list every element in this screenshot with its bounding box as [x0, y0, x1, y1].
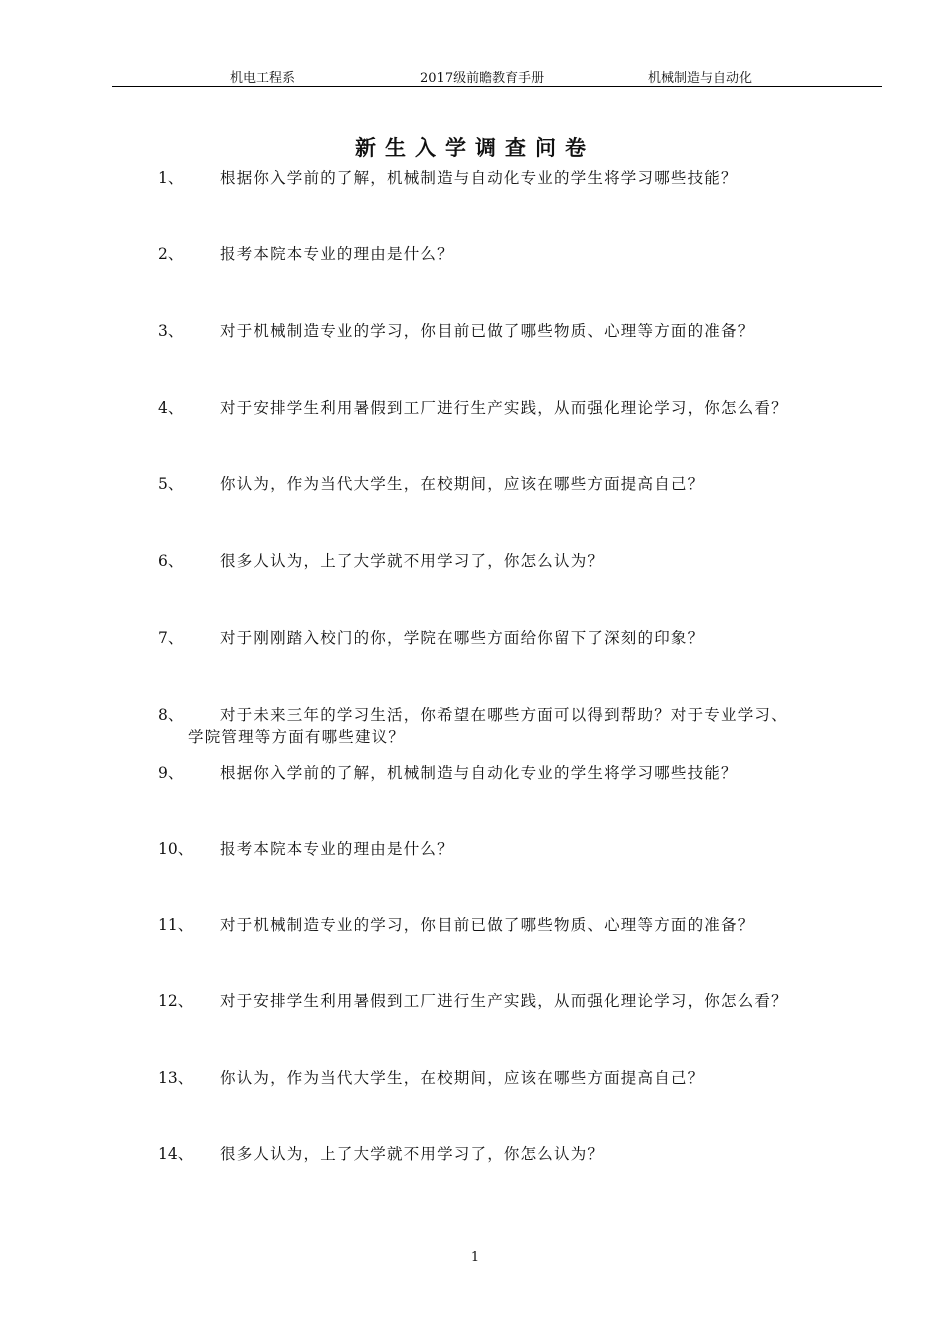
question-7: [158, 627, 878, 649]
question-number: 9、: [158, 764, 184, 782]
question-number: 1、: [158, 169, 184, 187]
question-text: 对于刚刚踏入校门的你，学院在哪些方面给你留下了深刻的印象？: [220, 629, 705, 647]
question-number: 5、: [158, 475, 184, 493]
question-text: 你认为，作为当代大学生，在校期间，应该在哪些方面提高自己？: [220, 475, 705, 493]
question-text: 很多人认为，上了大学就不用学习了，你怎么认为？: [220, 1145, 605, 1163]
header-department: 机电工程系: [230, 71, 296, 86]
page-header: [112, 64, 882, 87]
question-number: 3、: [158, 322, 184, 340]
question-text: 根据你入学前的了解，机械制造与自动化专业的学生将学习哪些技能？: [220, 764, 738, 782]
question-number: 7、: [158, 629, 184, 647]
question-text: 报考本院本专业的理由是什么？: [220, 245, 454, 263]
question-12: [158, 990, 878, 1012]
question-4: [158, 397, 878, 419]
question-number: 6、: [158, 552, 184, 570]
question-text: 根据你入学前的了解，机械制造与自动化专业的学生将学习哪些技能？: [220, 169, 738, 187]
question-number: 11、: [158, 916, 194, 934]
question-number: 2、: [158, 245, 184, 263]
header-major: 机械制造与自动化: [648, 71, 753, 86]
question-9: [158, 762, 878, 784]
question-3: [158, 320, 878, 342]
question-text-continued: 学院管理等方面有哪些建议？: [188, 728, 406, 746]
question-text: 很多人认为，上了大学就不用学习了，你怎么认为？: [220, 552, 605, 570]
question-number: 14、: [158, 1145, 194, 1163]
question-text: 报考本院本专业的理由是什么？: [220, 840, 454, 858]
question-text: 对于机械制造专业的学习，你目前已做了哪些物质、心理等方面的准备？: [220, 322, 755, 340]
question-text: 你认为，作为当代大学生，在校期间，应该在哪些方面提高自己？: [220, 1069, 705, 1087]
question-2: [158, 243, 878, 265]
question-text: 对于未来三年的学习生活，你希望在哪些方面可以得到帮助？对于专业学习、: [220, 706, 788, 724]
question-number: 10、: [158, 840, 194, 858]
question-13: [158, 1067, 878, 1089]
question-6: [158, 550, 878, 572]
question-text: 对于安排学生利用暑假到工厂进行生产实践，从而强化理论学习，你怎么看？: [220, 992, 788, 1010]
question-number: 13、: [158, 1069, 194, 1087]
question-number: 4、: [158, 399, 184, 417]
document-title: 新生入学调查问卷: [355, 136, 595, 160]
question-14: [158, 1143, 878, 1165]
question-text: 对于安排学生利用暑假到工厂进行生产实践，从而强化理论学习，你怎么看？: [220, 399, 788, 417]
question-number: 12、: [158, 992, 194, 1010]
question-5: [158, 473, 878, 495]
question-number: 8、: [158, 706, 184, 724]
question-8: [158, 704, 878, 748]
question-text: 对于机械制造专业的学习，你目前已做了哪些物质、心理等方面的准备？: [220, 916, 755, 934]
question-11: [158, 914, 878, 936]
question-10: [158, 838, 878, 860]
page-number: 1: [470, 1250, 480, 1265]
question-1: [158, 167, 878, 189]
header-manual-title: 2017级前瞻教育手册: [420, 71, 545, 86]
